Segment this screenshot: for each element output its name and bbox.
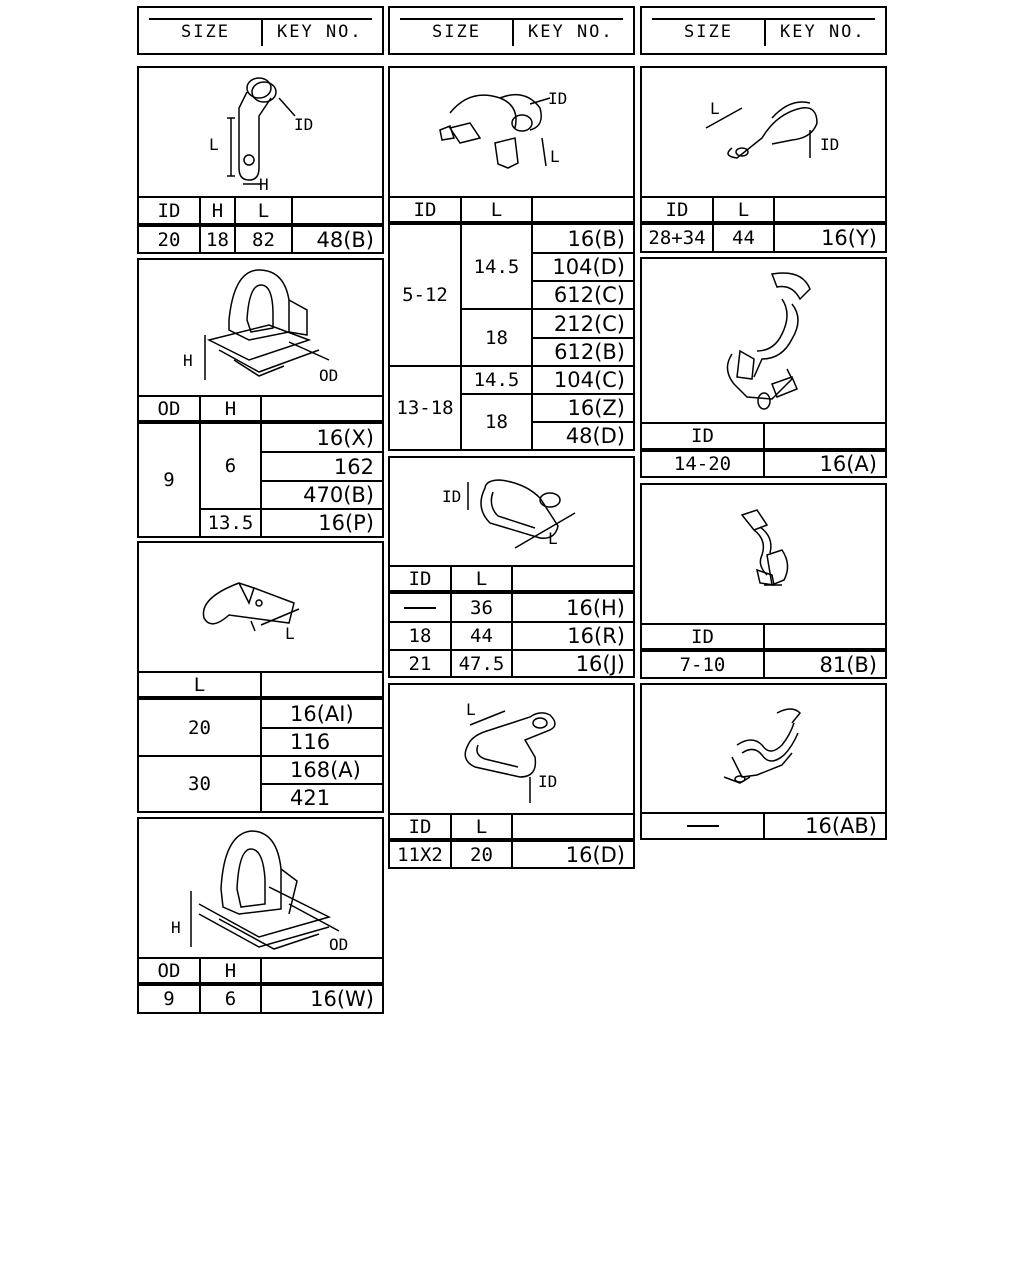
key-number: 16(H) [566, 595, 625, 620]
part-panel-7 [388, 683, 635, 869]
dim-label-id: ID [820, 135, 840, 154]
col-header-id: ID [157, 199, 181, 222]
key-number: 81(B) [819, 652, 877, 677]
key-number: 116 [290, 730, 331, 754]
col-header-id: ID [408, 815, 432, 838]
table-cell: 18 [485, 326, 508, 349]
key-number: 16(W) [310, 987, 374, 1011]
key-number: 470(B) [303, 483, 374, 507]
key-number: 16(J) [575, 651, 625, 676]
table-cell: 5-12 [402, 284, 448, 306]
table-cell: 28+34 [648, 227, 706, 249]
dim-label-id: ID [294, 115, 314, 134]
key-number: 104(D) [552, 255, 625, 279]
header-col3 [640, 6, 887, 55]
key-number: 16(P) [318, 511, 374, 535]
dim-label-h: H [171, 918, 181, 937]
col-header-l: L [737, 198, 750, 221]
key-number: 16(Y) [821, 226, 877, 250]
key-number: 16(R) [567, 624, 625, 648]
col-header-h: H [224, 959, 237, 982]
key-no-header: KEY NO. [277, 22, 363, 42]
key-number: 16(B) [567, 226, 625, 251]
key-number: 612(B) [554, 340, 625, 364]
table-cell: 20 [188, 716, 211, 739]
col-header-h: H [211, 199, 224, 222]
part-panel-2 [137, 258, 384, 538]
dim-label-l: L [209, 135, 219, 154]
key-number: 16(AB) [805, 814, 877, 838]
key-number: 104(C) [553, 368, 625, 392]
col-header-l: L [475, 815, 488, 838]
table-cell: 14.5 [473, 255, 520, 278]
key-number: 16(D) [565, 842, 625, 867]
key-number: 16(X) [316, 425, 374, 450]
key-no-header: KEY NO. [528, 22, 614, 42]
table-cell: 44 [732, 227, 755, 249]
key-number: 48(B) [316, 228, 374, 252]
table-cell: 36 [470, 596, 493, 619]
dim-label-h: H [259, 175, 269, 194]
key-number: 48(D) [565, 424, 625, 448]
table-cell: 44 [470, 625, 493, 647]
dim-label-l: L [285, 624, 295, 643]
rail-clip-illustration [139, 819, 382, 957]
key-number: 162 [333, 454, 374, 479]
part-panel-1 [137, 66, 384, 254]
table-cell: 18 [408, 625, 432, 647]
table-cell: 9 [163, 988, 175, 1010]
table-cell [390, 594, 450, 621]
dim-label-l: L [710, 99, 720, 118]
table-cell: 6 [224, 988, 237, 1010]
dim-label-l: L [466, 700, 476, 719]
col-header-l: L [193, 673, 206, 696]
table-cell: 13-18 [396, 397, 454, 419]
col-header-l: L [257, 199, 270, 222]
key-number: 16(AI) [290, 701, 354, 726]
part-panel-10 [640, 483, 887, 679]
col-header-od: OD [157, 959, 181, 982]
col-header-id: ID [413, 198, 437, 221]
dim-label-l: L [548, 529, 558, 548]
table-cell: 18 [485, 411, 508, 433]
part-panel-9 [640, 257, 887, 478]
part-panel-11 [640, 683, 887, 840]
size-header: SIZE [684, 22, 733, 42]
loop-clip-illustration [390, 458, 633, 566]
part-panel-8 [640, 66, 887, 253]
stud-clip-illustration [139, 260, 382, 395]
key-number: 212(C) [553, 311, 625, 336]
header-col2 [388, 6, 635, 55]
dash-placeholder [404, 607, 436, 609]
key-number: 168(A) [290, 758, 361, 782]
table-cell: 21 [408, 652, 432, 675]
col-header-l: L [490, 198, 503, 221]
table-cell: 20 [470, 843, 493, 866]
part-panel-4 [137, 817, 384, 1014]
flat-clip-illustration [139, 543, 382, 671]
dim-label-id: ID [442, 487, 462, 506]
key-number: 16(Z) [567, 396, 625, 420]
col-header-id: ID [408, 567, 432, 590]
size-header: SIZE [181, 22, 230, 42]
bracket-clip-illustration [642, 259, 885, 422]
table-cell: 9 [163, 469, 175, 491]
table-cell: 20 [157, 229, 181, 251]
table-cell: 7-10 [679, 653, 726, 676]
key-number: 421 [290, 786, 331, 810]
col-header-od: OD [157, 397, 181, 420]
col-header-id: ID [691, 625, 714, 648]
key-number: 16(A) [819, 452, 877, 476]
strap-clip-illustration [390, 685, 633, 813]
table-cell: 82 [252, 229, 275, 251]
table-cell: 6 [224, 455, 237, 477]
part-panel-5 [388, 66, 635, 451]
dim-label-h: H [183, 351, 193, 370]
table-cell: 47.5 [458, 652, 505, 675]
table-cell: 11X2 [397, 843, 443, 866]
pipe-strap-illustration [642, 68, 885, 196]
small-bracket-illustration [642, 485, 885, 623]
dim-label-id: ID [548, 89, 568, 108]
saddle-clip-illustration [642, 685, 885, 812]
key-no-header: KEY NO. [780, 22, 866, 42]
pipe-clip-illustration [139, 68, 382, 198]
dim-label-od: OD [319, 366, 339, 385]
col-header-id: ID [665, 198, 689, 221]
table-cell: 14-20 [673, 453, 732, 475]
col-header-l: L [475, 567, 488, 590]
size-header: SIZE [432, 22, 481, 42]
table-cell [642, 814, 763, 838]
table-cell: 14.5 [473, 369, 520, 391]
table-cell: 13.5 [207, 512, 254, 534]
dim-label-od: OD [329, 935, 349, 954]
dash-placeholder [687, 825, 719, 827]
header-col1 [137, 6, 384, 55]
table-cell: 18 [206, 229, 229, 251]
dim-label-l: L [550, 147, 560, 166]
part-panel-6 [388, 456, 635, 678]
part-panel-3 [137, 541, 384, 813]
table-cell: 30 [188, 773, 211, 795]
col-header-id: ID [691, 425, 714, 447]
key-number: 612(C) [553, 283, 625, 307]
double-clip-illustration [390, 68, 633, 196]
col-header-h: H [224, 397, 237, 420]
dim-label-id: ID [538, 772, 558, 791]
